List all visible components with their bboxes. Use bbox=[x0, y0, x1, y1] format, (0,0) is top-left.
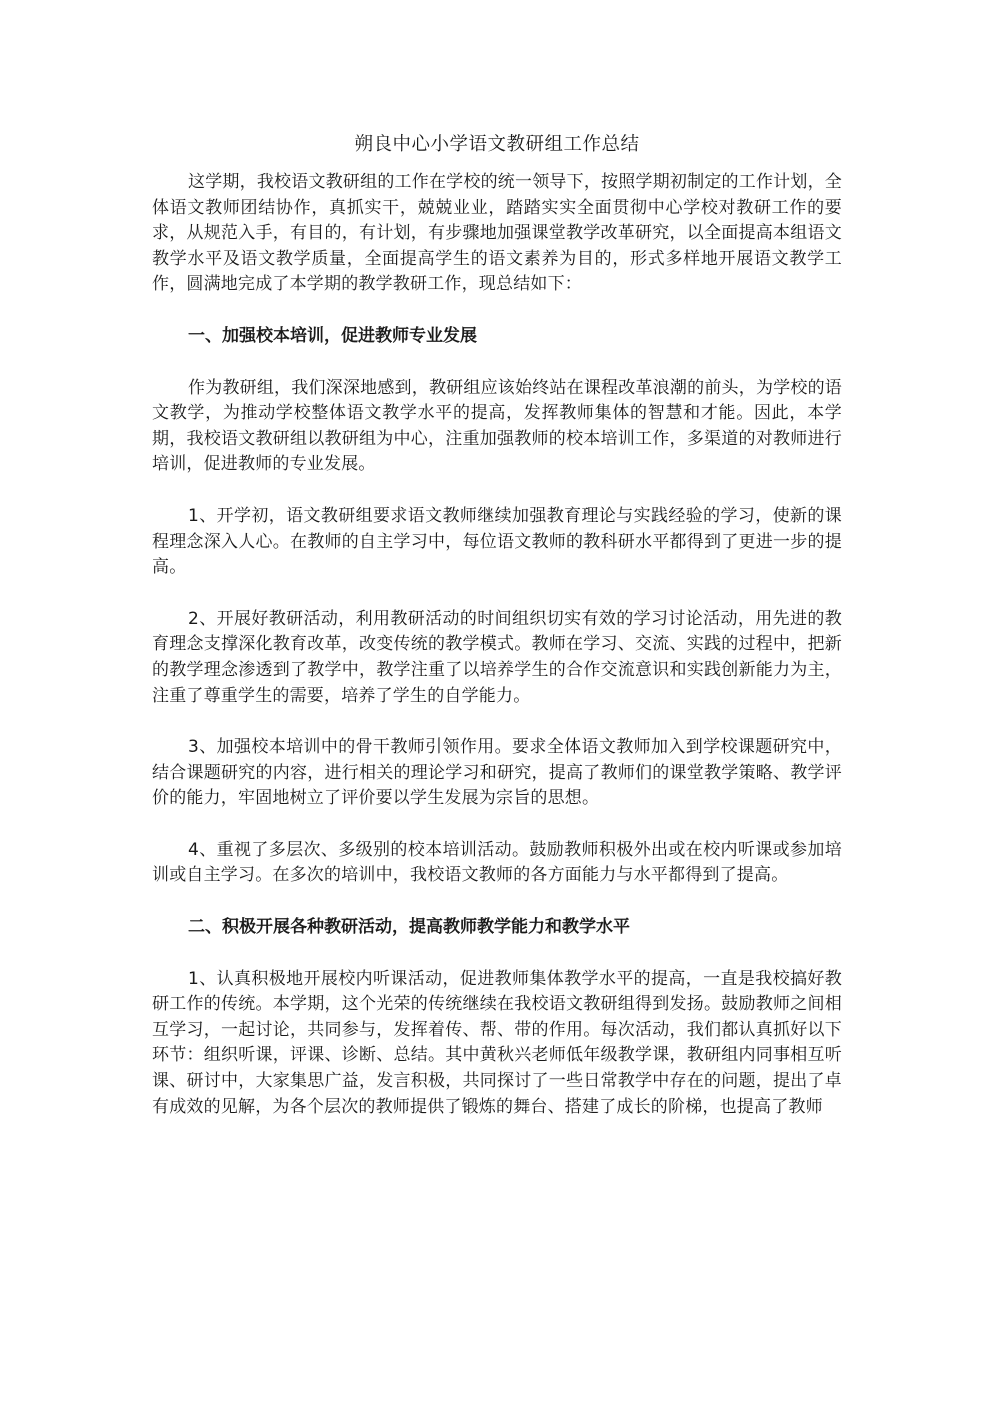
section1-item2-paragraph: 2、开展好教研活动，利用教研活动的时间组织切实有效的学习讨论活动，用先进的教育理念支撑深化教育改革，改变传统的教学模式。教师在学习、交流、实践的过程中，把新的教学理念渗透到了教学中，教学注重了以培养学生的合作交流意识和实践创新能力为主，注重了尊重学生的需要，培养了学生的自学能力。 bbox=[152, 608, 842, 706]
intro-paragraph: 这学期，我校语文教研组的工作在学校的统一领导下，按照学期初制定的工作计划，全体语文教师团结协作，真抓实干，兢兢业业，踏踏实实全面贯彻中心学校对教研工作的要求，从规范入手，有目的，有计划，有步骤地加强课堂教学改革研究，以全面提高本组语文教学水平及语文教学质量，全面提高学生的语文素养为目的，形式多样地开展语文教学工作，圆满地完成了本学期的教学教研工作，现总结如下： bbox=[152, 172, 842, 295]
document-title: 朔良中心小学语文教研组工作总结 bbox=[354, 134, 640, 155]
spacer bbox=[152, 889, 842, 915]
spacer bbox=[152, 709, 842, 735]
section1-item3-paragraph: 3、加强校本培训中的骨干教师引领作用。要求全体语文教师加入到学校课题研究中，结合课题研究的内容，进行相关的理论学习和研究，提高了教师们的课堂教学策略、教学评价的能力，牢固地树立了评价要以学生发展为宗旨的思想。 bbox=[152, 737, 842, 809]
section1-item1-paragraph: 1、开学初，语文教研组要求语文教师继续加强教育理论与实践经验的学习，使新的课程理念深入人心。在教师的自主学习中，每位语文教师的教科研水平都得到了更进一步的提高。 bbox=[152, 505, 842, 578]
spacer bbox=[152, 350, 842, 376]
section2-item1-paragraph: 1、认真积极地开展校内听课活动，促进教师集体教学水平的提高，一直是我校搞好教研工作的传统。本学期，这个光荣的传统继续在我校语文教研组得到发扬。鼓励教师之间相互学习，一起讨论，共同参与，发挥着传、帮、带的作用。每次活动，我们都认真抓好以下环节：组织听课，评课、诊断、总结。其中黄秋兴老师低年级教学课，教研组内同事相互听课、研讨中，大家集思广益，发言积极，共同探讨了一些日常教学中存在的问题，提出了卓有成效的见解，为各个层次的教师提供了锻炼的舞台、搭建了成长的阶梯，也提高了教师 bbox=[152, 968, 842, 1117]
spacer bbox=[152, 478, 842, 504]
spacer bbox=[152, 298, 842, 324]
spacer bbox=[152, 812, 842, 838]
spacer bbox=[152, 941, 842, 967]
spacer bbox=[152, 581, 842, 607]
section1-intro-paragraph: 作为教研组，我们深深地感到，教研组应该始终站在课程改革浪潮的前头，为学校的语文教学，为推动学校整体语文教学水平的提高，发挥教师集体的智慧和才能。因此，本学期，我校语文教研组以教研组为中心，注重加强教师的校本培训工作，多渠道的对教师进行培训，促进教师的专业发展。 bbox=[152, 377, 842, 475]
section1-heading: 一、加强校本培训，促进教师专业发展 bbox=[188, 325, 477, 346]
document-body bbox=[152, 130, 842, 1120]
section2-heading: 二、积极开展各种教研活动，提高教师教学能力和教学水平 bbox=[188, 917, 630, 938]
section1-item4-paragraph: 4、重视了多层次、多级别的校本培训活动。鼓励教师积极外出或在校内听课或参加培训或自主学习。在多次的培训中，我校语文教师的各方面能力与水平都得到了提高。 bbox=[152, 839, 842, 886]
